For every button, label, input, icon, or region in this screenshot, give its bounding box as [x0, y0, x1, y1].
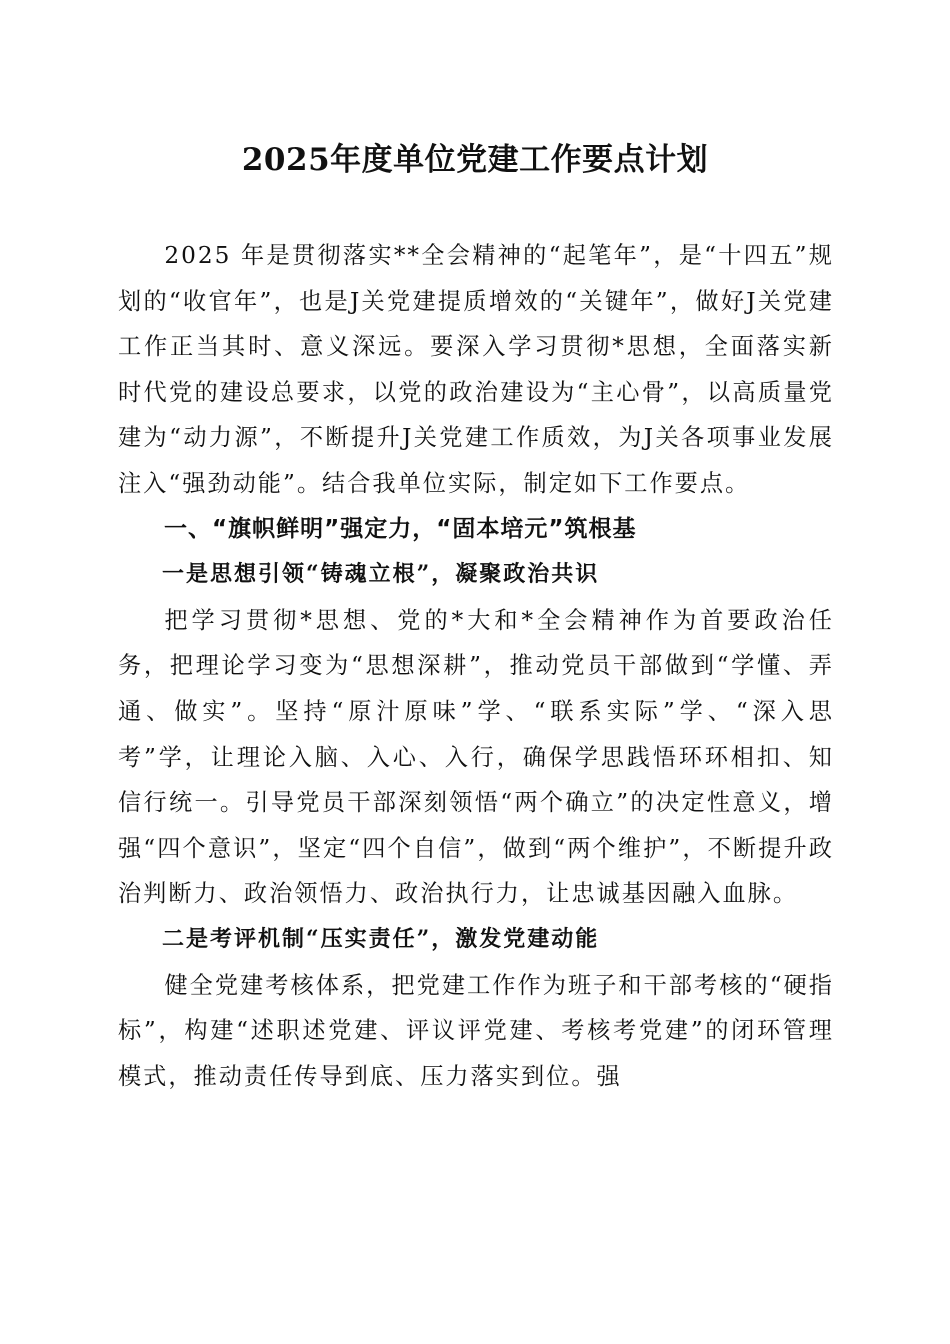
section-heading-1: 一、“旗帜鲜明”强定力，“固本培元”筑根基 — [164, 515, 637, 542]
subsection-body-2: 健全党建考核体系，把党建工作作为班子和干部考核的“硬指标”，构建“述职述党建、评议评党建、考核考党建”的闭环管理模式，推动责任传导到底、压力落实到位。强 — [118, 971, 834, 1090]
document-body — [118, 233, 834, 1099]
document-title: 2025年度单位党建工作要点计划 — [241, 142, 709, 178]
subsection-body-1: 把学习贯彻*思想、党的*大和*全会精神作为首要政治任务，把理论学习变为“思想深耕”，推动党员干部做到“学懂、弄通、做实”。坚持“原汁原味”学、“联系实际”学、“深入思考”学，让理论入脑、入心、入行，确保学思践悟环环相扣、知信行统一。引导党员干部深刻领悟“两个确立”的决定性意义，增强“四个意识”，坚定“四个自信”，做到“两个维护”，不断提升政治判断力、政治领悟力、政治执行力，让忠诚基因融入血脉。 — [118, 606, 834, 908]
intro-paragraph: 2025 年是贯彻落实**全会精神的“起笔年”，是“十四五”规划的“收官年”，也是J关党建提质增效的“关键年”，做好J关党建工作正当其时、意义深远。要深入学习贯彻*思想，全面落实新时代党的建设总要求，以党的政治建设为“主心骨”，以高质量党建为“动力源”，不断提升J关党建工作质效，为J关各项事业发展注入“强劲动能”。结合我单位实际，制定如下工作要点。 — [118, 242, 834, 497]
subsection-heading-2: 二是考评机制“压实责任”，激发党建动能 — [162, 925, 600, 952]
subsection-heading-1: 一是思想引领“铸魂立根”，凝聚政治共识 — [162, 561, 600, 588]
